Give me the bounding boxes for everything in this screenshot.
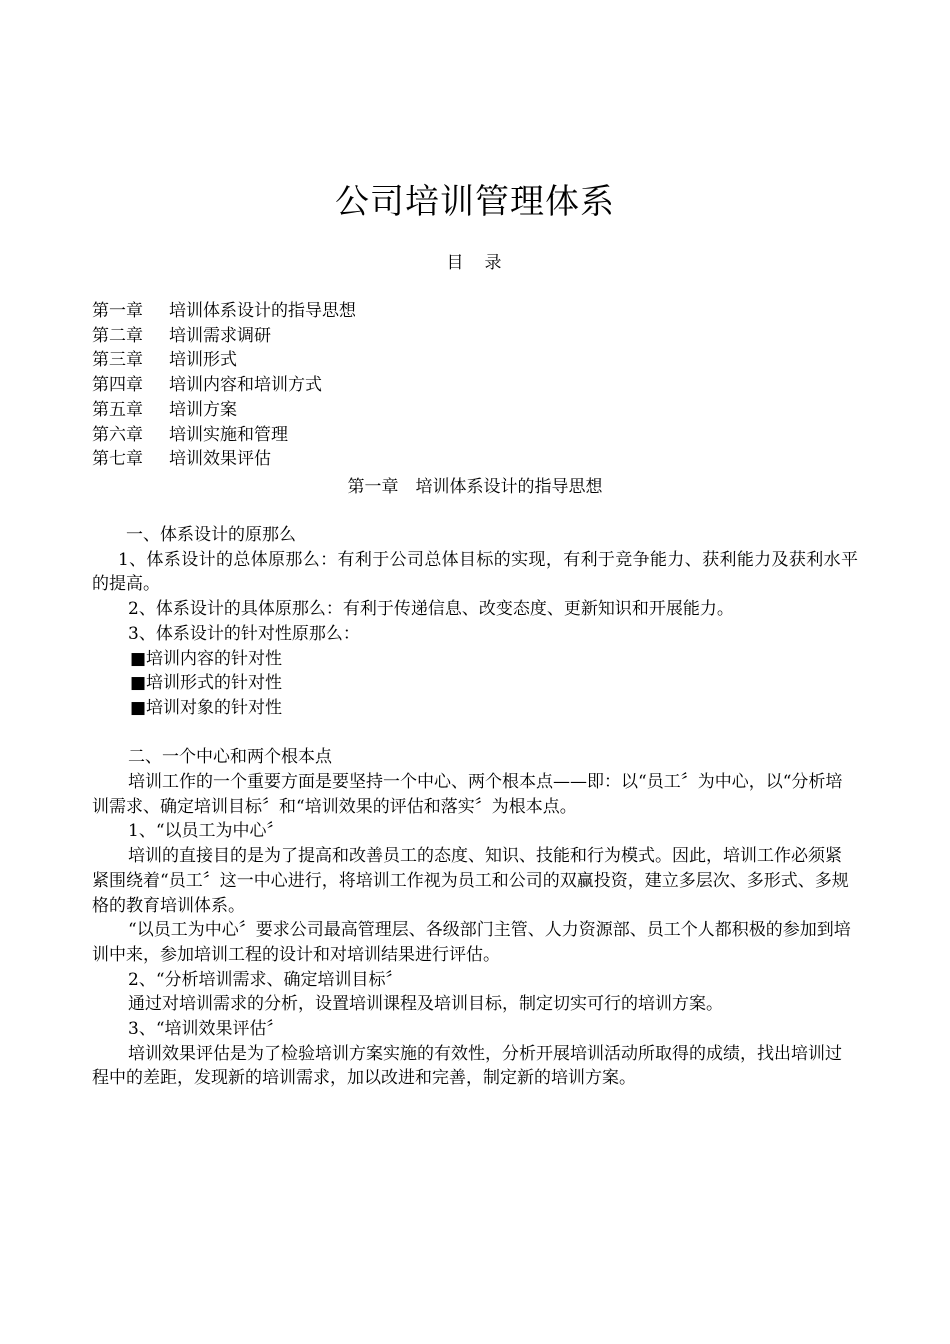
- toc-item: [92, 398, 692, 423]
- toc-chapter-title: 培训方案: [169, 399, 237, 420]
- bullet-item: ■培训形式的针对性: [130, 673, 283, 694]
- paragraph: 3、体系设计的针对性原那么：: [128, 623, 360, 644]
- toc-item: [92, 373, 692, 398]
- document-title: 公司培训管理体系: [335, 182, 615, 222]
- subsection-title: 3、“培训效果评估〞: [128, 1019, 284, 1040]
- toc-item: [92, 299, 692, 324]
- paragraph: 培训工作的一个重要方面是要坚持一个中心、两个根本点——即：以“员工〞为中心，以“分析培训需求、确定培训目标〞和“培训效果的评估和落实〞为根本点。: [92, 772, 843, 817]
- toc-chapter-title: 培训实施和管理: [169, 424, 288, 445]
- bullet-item: ■培训内容的针对性: [130, 648, 283, 669]
- paragraph: 1、体系设计的总体原那么：有利于公司总体目标的实现，有利于竞争能力、获利能力及获利水平的提高。: [92, 549, 858, 595]
- chapter-heading: 第一章 培训体系设计的指导思想: [347, 477, 603, 497]
- section-heading: 一、体系设计的原那么: [126, 525, 296, 545]
- toc-chapter-number: 第三章: [92, 350, 143, 371]
- toc-item: [92, 423, 692, 448]
- toc-item: [92, 324, 692, 349]
- toc-chapter-title: 培训体系设计的指导思想: [169, 301, 356, 321]
- section-heading: 二、一个中心和两个根本点: [128, 747, 332, 768]
- toc-chapter-title: 培训需求调研: [169, 325, 271, 346]
- chapter-body: [92, 523, 858, 1091]
- toc-item: [92, 447, 692, 472]
- toc-heading: 目 录: [446, 253, 504, 273]
- paragraph: 通过对培训需求的分析，设置培训课程及培训目标，制定切实可行的培训方案。: [128, 994, 723, 1015]
- paragraph: 培训效果评估是为了检验培训方案实施的有效性，分析开展培训活动所取得的成绩，找出培训过程中的差距，发现新的培训需求，加以改进和完善，制定新的培训方案。: [92, 1043, 842, 1089]
- toc-chapter-number: 第四章: [92, 375, 143, 396]
- paragraph: “以员工为中心〞要求公司最高管理层、各级部门主管、人力资源部、员工个人都积极的参加到培训中来，参加培训工程的设计和对培训结果进行评估。: [92, 920, 851, 965]
- toc-chapter-number: 第二章: [92, 325, 143, 346]
- subsection-title: 1、“以员工为中心〞: [128, 821, 284, 842]
- bullet-item: ■培训对象的针对性: [130, 697, 283, 718]
- toc-chapter-title: 培训形式: [169, 350, 237, 371]
- toc-chapter-number: 第七章: [92, 449, 143, 470]
- paragraph: 2、体系设计的具体原那么：有利于传递信息、改变态度、更新知识和开展能力。: [128, 599, 734, 620]
- blank-line: [92, 721, 858, 746]
- toc-chapter-title: 培训内容和培训方式: [169, 375, 322, 396]
- toc-chapter-number: 第五章: [92, 399, 143, 420]
- paragraph: 培训的直接目的是为了提高和改善员工的态度、知识、技能和行为模式。因此，培训工作必须紧紧围绕着“员工〞这一中心进行，将培训工作视为员工和公司的双赢投资，建立多层次、多形式、多规格的教育培训体系。: [92, 846, 849, 916]
- toc-item: [92, 348, 692, 373]
- toc-chapter-number: 第六章: [92, 424, 143, 445]
- toc-chapter-title: 培训效果评估: [169, 449, 271, 470]
- table-of-contents: [92, 299, 692, 472]
- toc-chapter-number: 第一章: [92, 301, 143, 321]
- subsection-title: 2、“分析培训需求、确定培训目标〞: [128, 969, 403, 990]
